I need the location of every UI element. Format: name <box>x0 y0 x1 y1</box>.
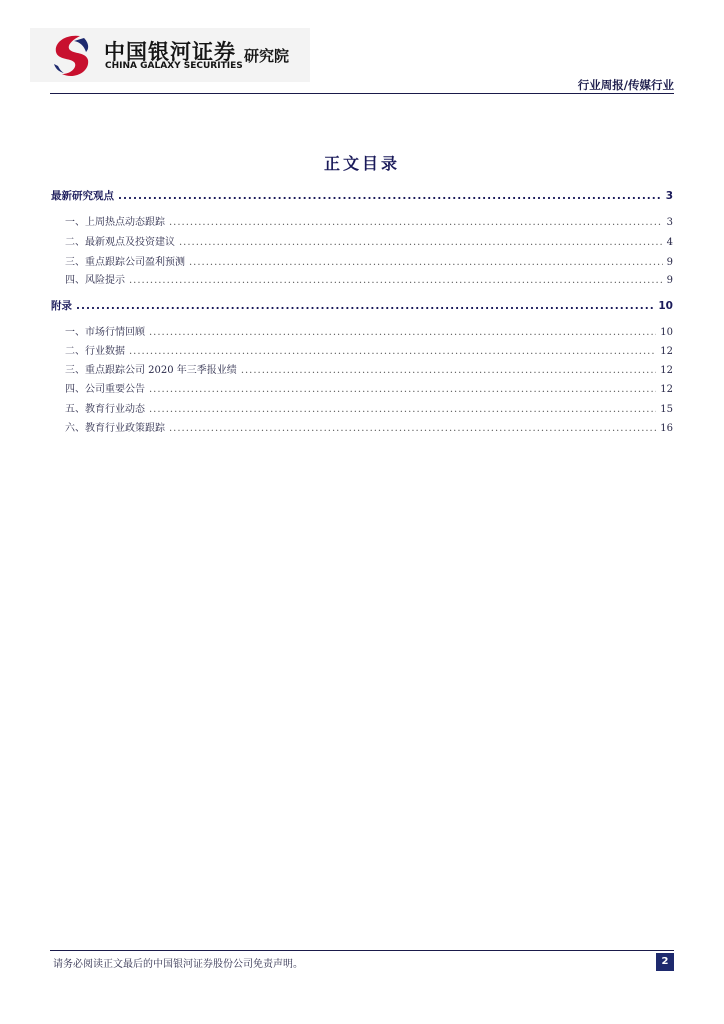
toc-entry-page: 3 <box>666 217 673 228</box>
toc-leader-dots <box>118 188 662 204</box>
toc-leader-dots <box>169 215 663 231</box>
toc-leader-dots <box>76 298 654 314</box>
toc-entry-page: 9 <box>666 275 673 286</box>
toc-entry-page: 10 <box>660 327 673 338</box>
toc-entry-page: 16 <box>660 423 673 434</box>
toc-entry[interactable] <box>51 382 673 398</box>
toc-entry-page: 4 <box>666 237 673 248</box>
toc-entry[interactable] <box>51 402 673 418</box>
galaxy-logo-icon <box>50 32 94 78</box>
toc-entry[interactable] <box>51 363 673 379</box>
toc-leader-dots <box>149 382 656 398</box>
toc-entry-page: 12 <box>660 384 673 395</box>
toc-entry[interactable] <box>51 273 673 289</box>
toc-entry-label: 二、最新观点及投资建议 <box>65 237 175 248</box>
toc-entry[interactable] <box>51 344 673 360</box>
toc-entry[interactable] <box>51 421 673 437</box>
header-divider <box>50 93 674 94</box>
toc-entry-label: 三、重点跟踪公司盈利预测 <box>65 257 185 268</box>
toc-entry-page: 3 <box>665 190 673 202</box>
toc-entry-page: 15 <box>660 404 673 415</box>
toc-entry-label: 一、市场行情回顾 <box>65 327 145 338</box>
logo-english-name: CHINA GALAXY SECURITIES <box>105 61 243 71</box>
toc-entry-label: 六、教育行业政策跟踪 <box>65 423 165 434</box>
toc-entry-label: 最新研究观点 <box>51 190 114 202</box>
toc-leader-dots <box>149 402 656 418</box>
company-logo <box>30 28 310 82</box>
toc-entry-label: 四、公司重要公告 <box>65 384 145 395</box>
toc-title: 正文目录 <box>323 154 400 173</box>
toc-entry-page: 12 <box>660 365 673 376</box>
toc-leader-dots <box>129 273 663 289</box>
toc-entry-label: 一、上周热点动态跟踪 <box>65 217 165 228</box>
toc-leader-dots <box>149 325 656 341</box>
toc-leader-dots <box>189 255 663 271</box>
toc-entry[interactable] <box>51 298 673 314</box>
toc-entry-page: 9 <box>666 257 673 268</box>
report-category: 行业周报/传媒行业 <box>577 78 674 92</box>
logo-chinese-name: 中国银河证券 <box>104 40 236 64</box>
toc-entry-label: 附录 <box>51 300 72 312</box>
toc-entry-label: 四、风险提示 <box>65 275 125 286</box>
toc-leader-dots <box>129 344 656 360</box>
toc-entry[interactable] <box>51 235 673 251</box>
toc-entry[interactable] <box>51 255 673 271</box>
toc-entry[interactable] <box>51 325 673 341</box>
toc-leader-dots <box>169 421 656 437</box>
toc-entry-page: 12 <box>660 346 673 357</box>
toc-entry[interactable] <box>51 215 673 231</box>
logo-institute: 研究院 <box>244 47 290 65</box>
toc-entry-label: 二、行业数据 <box>65 346 125 357</box>
toc-entry[interactable] <box>51 188 673 204</box>
toc-entry-label: 五、教育行业动态 <box>65 404 145 415</box>
toc-entry-page: 10 <box>658 300 673 312</box>
footer-divider <box>50 950 674 951</box>
toc-entry-label: 三、重点跟踪公司 2020 年三季报业绩 <box>65 365 237 376</box>
toc-leader-dots <box>179 235 663 251</box>
footer-disclaimer: 请务必阅读正文最后的中国银河证券股份公司免责声明。 <box>53 959 303 970</box>
toc-leader-dots <box>241 363 656 379</box>
page-number: 2 <box>656 953 674 971</box>
